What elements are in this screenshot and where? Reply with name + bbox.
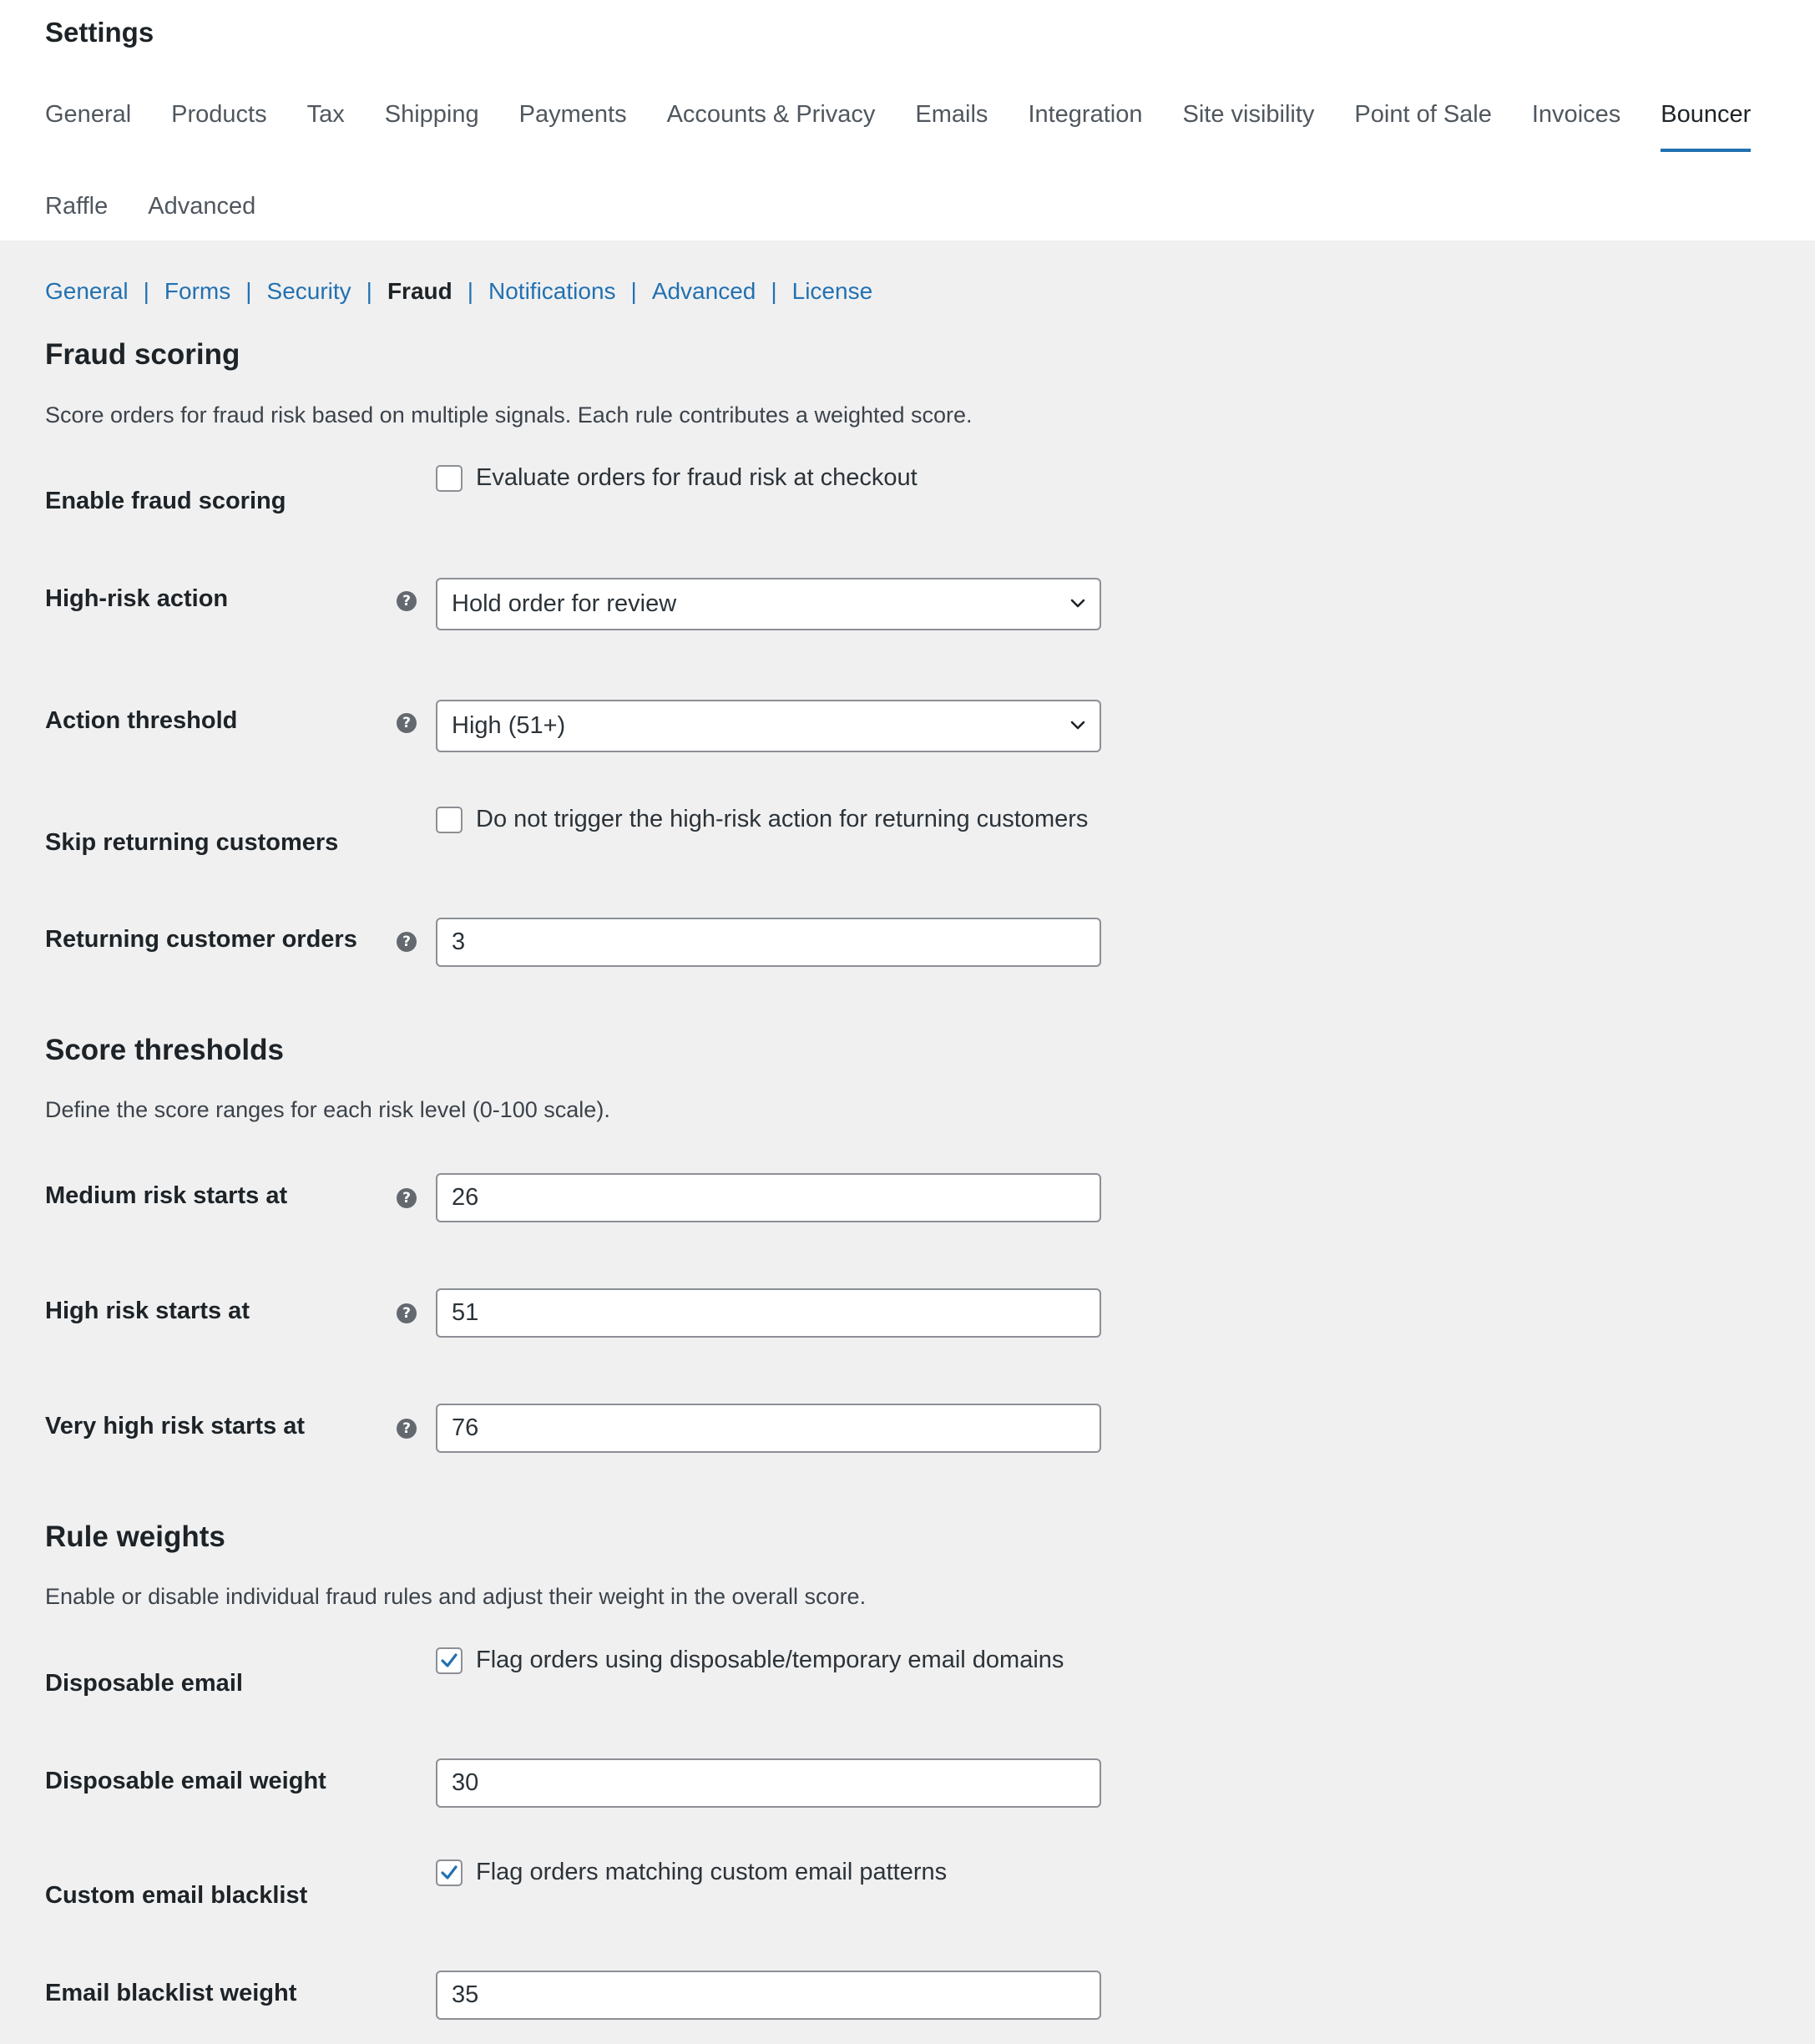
subnav-separator: |	[630, 278, 637, 304]
high-risk-action-select[interactable]	[436, 578, 1101, 630]
settings-tabs-row-2	[45, 190, 296, 249]
tab-integration[interactable]: Integration	[1028, 101, 1143, 128]
label-skip-returning-customers: Skip returning customers	[45, 829, 339, 856]
very-high-risk-input[interactable]	[436, 1404, 1101, 1453]
subnav-license[interactable]: License	[791, 278, 873, 304]
action-threshold-select[interactable]	[436, 700, 1101, 752]
very-high-risk-value: 76	[452, 1414, 479, 1441]
subnav-advanced[interactable]: Advanced	[651, 278, 756, 304]
chevron-down-icon	[1069, 716, 1086, 733]
subnav-separator: |	[143, 278, 149, 304]
help-icon[interactable]: ?	[397, 1188, 417, 1208]
email-blacklist-weight-input[interactable]	[436, 1971, 1101, 2020]
help-icon[interactable]: ?	[397, 591, 417, 611]
enable-fraud-scoring-checkbox[interactable]	[436, 465, 463, 492]
subnav-separator: |	[771, 278, 777, 304]
tab-accounts-privacy[interactable]: Accounts & Privacy	[666, 101, 876, 128]
subnav-forms[interactable]: Forms	[164, 278, 231, 304]
skip-returning-customers-row	[436, 806, 1088, 833]
tab-advanced[interactable]: Advanced	[148, 193, 256, 220]
page-title: Settings	[45, 17, 154, 48]
tab-shipping[interactable]: Shipping	[384, 101, 479, 128]
tab-payments[interactable]: Payments	[518, 101, 627, 128]
label-enable-fraud-scoring: Enable fraud scoring	[45, 488, 286, 514]
label-disposable-email: Disposable email	[45, 1670, 243, 1697]
skip-returning-customers-checkbox[interactable]	[436, 807, 463, 833]
subnav-general[interactable]: General	[45, 278, 129, 304]
tab-tax[interactable]: Tax	[306, 101, 345, 128]
label-high-risk-action: High-risk action	[45, 585, 229, 612]
label-very-high-risk-starts-at: Very high risk starts at	[45, 1413, 306, 1439]
custom-email-blacklist-checkbox-label[interactable]: Flag orders matching custom email patterns	[476, 1859, 948, 1885]
help-icon[interactable]: ?	[397, 932, 417, 952]
label-email-blacklist-weight: Email blacklist weight	[45, 1980, 297, 2006]
section-title-score-thresholds: Score thresholds	[45, 1034, 284, 1066]
label-high-risk-starts-at: High risk starts at	[45, 1298, 250, 1324]
label-disposable-email-weight: Disposable email weight	[45, 1768, 326, 1794]
section-description-fraud-scoring: Score orders for fraud risk based on multiple signals. Each rule contributes a weighted score.	[45, 402, 973, 428]
checkmark-icon	[440, 1652, 458, 1670]
returning-customer-orders-value: 3	[452, 928, 466, 955]
subnav-separator: |	[245, 278, 252, 304]
high-risk-action-select-value: Hold order for review	[452, 590, 677, 617]
action-threshold-select-value: High (51+)	[452, 712, 566, 739]
tab-products[interactable]: Products	[171, 101, 267, 128]
chevron-down-icon	[1069, 594, 1086, 611]
label-returning-customer-orders: Returning customer orders	[45, 926, 357, 953]
section-description-score-thresholds: Define the score ranges for each risk level (0-100 scale).	[45, 1097, 610, 1122]
help-icon[interactable]: ?	[397, 713, 417, 733]
enable-fraud-scoring-checkbox-label[interactable]: Evaluate orders for fraud risk at checkout	[476, 464, 918, 491]
settings-tabs-row-1	[45, 99, 1791, 157]
tab-site-visibility[interactable]: Site visibility	[1182, 101, 1315, 128]
email-blacklist-weight-value: 35	[452, 1981, 479, 2008]
tab-bouncer[interactable]: Bouncer	[1661, 99, 1751, 157]
subnav-separator: |	[467, 278, 474, 304]
section-description-rule-weights: Enable or disable individual fraud rules and adjust their weight in the overall score.	[45, 1584, 867, 1609]
tab-point-of-sale[interactable]: Point of Sale	[1354, 101, 1492, 128]
custom-email-blacklist-row	[436, 1859, 947, 1886]
subnav-fraud[interactable]: Fraud	[387, 278, 452, 304]
enable-fraud-scoring-row	[436, 464, 918, 492]
medium-risk-value: 26	[452, 1184, 479, 1211]
high-risk-input[interactable]	[436, 1288, 1101, 1338]
label-custom-email-blacklist: Custom email blacklist	[45, 1882, 308, 1909]
settings-header	[0, 0, 1815, 240]
help-icon[interactable]: ?	[397, 1419, 417, 1439]
section-title-rule-weights: Rule weights	[45, 1520, 225, 1553]
subnav-separator: |	[366, 278, 372, 304]
disposable-email-row	[436, 1647, 1064, 1674]
label-action-threshold: Action threshold	[45, 707, 238, 734]
high-risk-value: 51	[452, 1299, 479, 1326]
subnav-notifications[interactable]: Notifications	[488, 278, 616, 304]
disposable-email-weight-value: 30	[452, 1769, 479, 1796]
tab-invoices[interactable]: Invoices	[1531, 101, 1621, 128]
skip-returning-customers-checkbox-label[interactable]: Do not trigger the high-risk action for returning customers	[476, 806, 1089, 832]
disposable-email-checkbox-label[interactable]: Flag orders using disposable/temporary email domains	[476, 1647, 1064, 1673]
checkmark-icon	[440, 1864, 458, 1882]
section-title-fraud-scoring: Fraud scoring	[45, 338, 240, 371]
help-icon[interactable]: ?	[397, 1303, 417, 1323]
label-medium-risk-starts-at: Medium risk starts at	[45, 1182, 288, 1209]
disposable-email-checkbox[interactable]	[436, 1647, 463, 1674]
returning-customer-orders-input[interactable]	[436, 918, 1101, 967]
tab-general[interactable]: General	[45, 101, 132, 128]
section-subnav	[45, 276, 872, 307]
medium-risk-input[interactable]	[436, 1173, 1101, 1222]
custom-email-blacklist-checkbox[interactable]	[436, 1859, 463, 1886]
tab-raffle[interactable]: Raffle	[45, 193, 109, 220]
subnav-security[interactable]: Security	[266, 278, 351, 304]
tab-emails[interactable]: Emails	[915, 101, 988, 128]
disposable-email-weight-input[interactable]	[436, 1758, 1101, 1808]
